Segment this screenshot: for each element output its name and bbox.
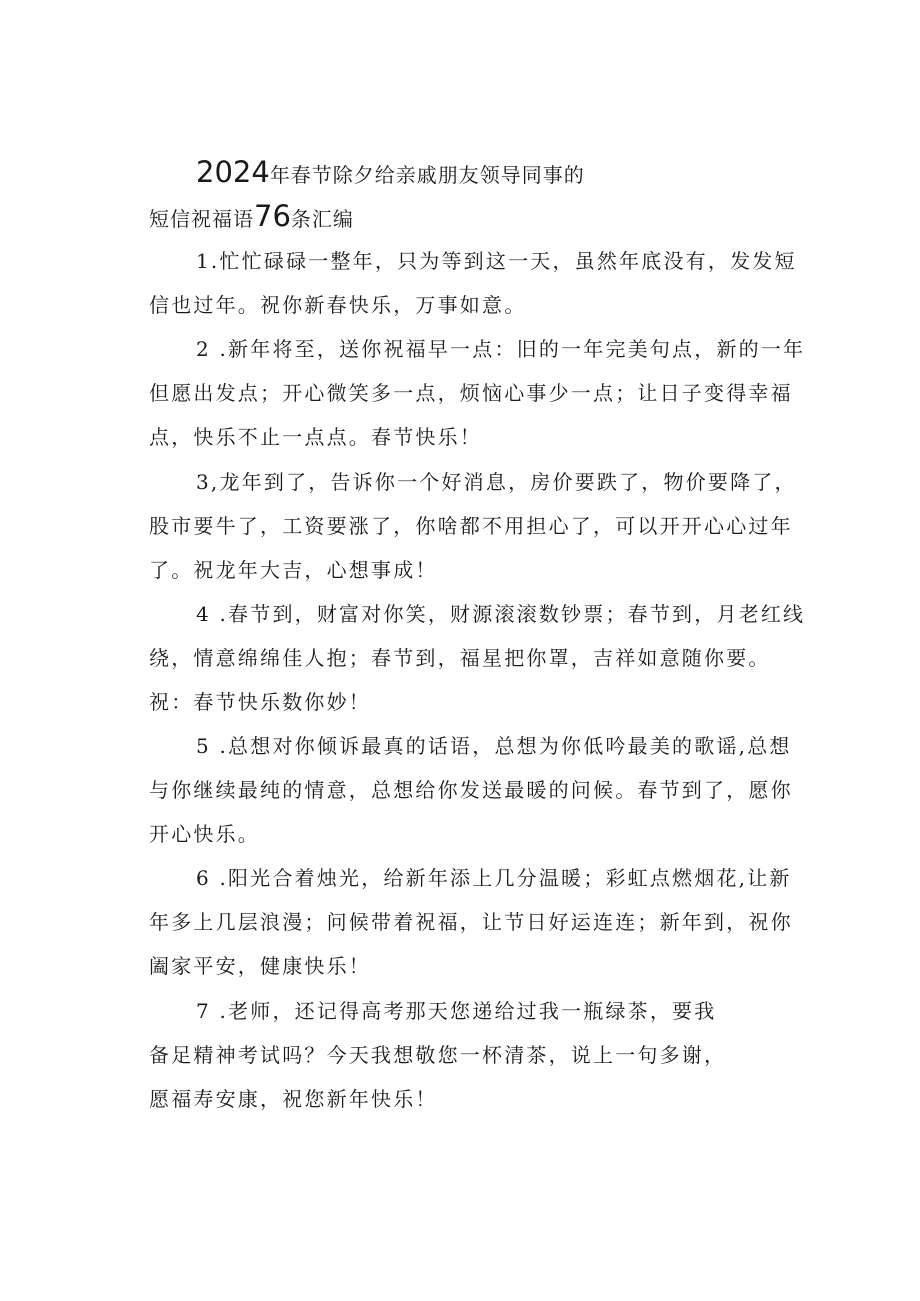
document-title-line-2 — [0, 196, 920, 234]
title-text-1: 年春节除夕给亲戚朋友领导同事的 — [269, 163, 585, 187]
document-title-line-1 — [0, 152, 920, 190]
greeting-item-2: 2 .新年将至，送你祝福早一点：旧的一年完美句点，新的一年但愿出发点；开心微笑多一点，烦恼心事少一点；让日子变得幸福点，快乐不止一点点。春节快乐！ — [149, 337, 806, 449]
greeting-item-1: 1.忙忙碌碌一整年，只为等到这一天，虽然年底没有，发发短信也过年。祝你新春快乐，万事如意。 — [149, 249, 797, 317]
greeting-item-4: 4 .春节到，财富对你笑，财源滚滚数钞票；春节到，月老红线绕，情意绵绵佳人抱；春节到，福星把你罩，吉祥如意随你要。祝：春节快乐数你妙！ — [149, 602, 806, 714]
greeting-item-5: 5 .总想对你倾诉最真的话语，总想为你低吟最美的歌谣,总想与你继续最纯的情意，总想给你发送最暖的问候。春节到了，愿你开心快乐。 — [149, 734, 793, 846]
greeting-item-7: 7 .老师，还记得高考那天您递给过我一瓶绿茶，要我备足精神考试吗？今天我想敬您一杯清茶，说上一句多谢，愿福寿安康，祝您新年快乐！ — [149, 999, 727, 1111]
greeting-item-3: 3,龙年到了，告诉你一个好消息，房价要跌了，物价要降了，股市要牛了，工资要涨了，你啥都不用担心了，可以开开心心过年了。祝龙年大吉，心想事成！ — [149, 470, 797, 582]
title-year: 2024 — [196, 155, 270, 189]
title-count: 76 — [254, 199, 291, 233]
title-text-2b: 条汇编 — [290, 207, 354, 231]
title-text-2a: 短信祝福语 — [149, 207, 254, 231]
greeting-item-6: 6 .阳光合着烛光，给新年添上几分温暖；彩虹点燃烟花,让新年多上几层浪漫；问候带着祝福，让节日好运连连；新年到，祝你阖家平安，健康快乐！ — [149, 866, 793, 978]
